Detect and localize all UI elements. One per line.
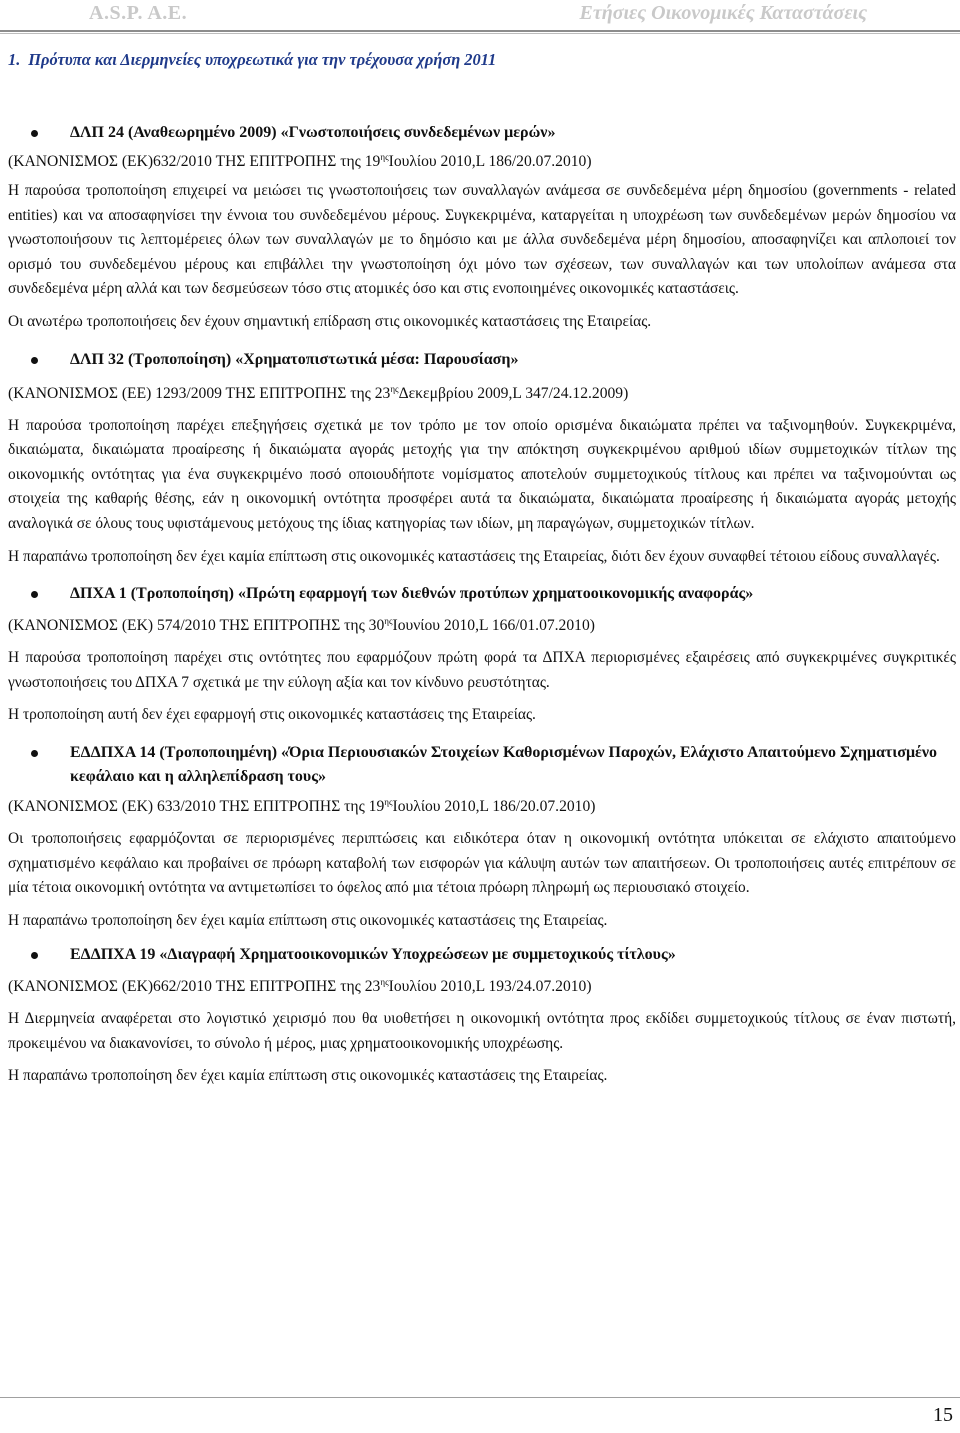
footer-rule bbox=[0, 1397, 960, 1398]
bullet-icon bbox=[31, 591, 38, 598]
standard-item bbox=[8, 121, 956, 335]
paragraph: Η παρούσα τροποποίηση παρέχει επεξηγήσεις σχετικά με τον τρόπο με τον οποίο ορισμένα δικαιώματα πρέπει να ταξινομηθούν. Συγκεκριμένα, δικαιώματα, δικαιώματα προαίρεσης ή δικαιώματα αγοράς μετοχής για την απόκτηση συγκεκριμένου αριθμού ιδίων συμμετοχικών τίτλων της οικονομικής οντότητας για ένα συγκεκριμένο ποσό οποιουδήποτε νομίσματος αποτελούν συμμετοχικούς τίτλους και πρέπει να ταξινομούνται ως στοιχεία της καθαρής θέσης, εάν η οικονομική οντότητα προσφέρει αυτά τα δικαιώματα, δικαιώματα προαίρεσης ή δικαιώματα αγοράς μετοχής αναλογικά σε όλους τους υφιστάμενους μετόχους της ίδιας κατηγορίας των ιδίων, μη παραγώγων, συμμετοχικών τίτλων. bbox=[8, 416, 956, 532]
paragraph: Η παραπάνω τροποποίηση δεν έχει καμία επίπτωση στις οικονομικές καταστάσεις της Εταιρείας. bbox=[8, 1067, 608, 1085]
standard-item bbox=[8, 348, 956, 570]
paragraph: Η παραπάνω τροποποίηση δεν έχει καμία επίπτωση στις οικονομικές καταστάσεις της Εταιρείας, διότι δεν έχουν συναφθεί τέτοιου είδους συναλλαγές. bbox=[8, 547, 940, 565]
page-content bbox=[8, 44, 956, 1089]
section-title: Πρότυπα και Διερμηνείες υποχρεωτικά για την τρέχουσα χρήση 2011 bbox=[28, 50, 497, 69]
page-number: 15 bbox=[933, 1404, 953, 1426]
header-rule-thin bbox=[0, 33, 960, 34]
standard-title: ΕΔΔΠΧΑ 14 (Τροποποιημένη) «Όρια Περιουσιακών Στοιχείων Καθορισμένων Παροχών, Ελάχιστο Απαιτούμενο Σχηματισμένο κεφάλαιο και η αλληλεπίδραση τους» bbox=[8, 741, 956, 789]
standard-title: ΔΠΧΑ 1 (Τροποποίηση) «Πρώτη εφαρμογή των διεθνών προτύπων χρηματοοικονομικής αναφοράς» bbox=[8, 582, 956, 606]
paragraph: Η τροποποίηση αυτή δεν έχει εφαρμογή στις οικονομικές καταστάσεις της Εταιρείας. bbox=[8, 706, 536, 724]
standard-item bbox=[8, 943, 956, 1089]
standard-item bbox=[8, 582, 956, 728]
standard-title: ΔΛΠ 32 (Τροποποίηση) «Χρηματοπιστωτικά μέσα: Παρουσίαση» bbox=[8, 348, 956, 372]
paragraph: Η παρούσα τροποποίηση παρέχει στις οντότητες που εφαρμόζουν πρώτη φορά τα ΔΠΧΑ περιορισμένες εξαιρέσεις από συγκεκριμένες συγκριτικές γνωστοποιήσεις του ΔΠΧΑ 7 σχετικά με την εύλογη αξία και τον κίνδυνο ρευστότητας. bbox=[8, 649, 956, 691]
regulation-reference: (ΚΑΝΟΝΙΣΜΟΣ (ΕΚ) 633/2010 ΤΗΣ ΕΠΙΤΡΟΠΗΣ της $19^{\eta\varsigma}Io\upsilon\lambda ίo\upsilon$ 2010,L 186/20.07.2010) bbox=[8, 796, 596, 815]
regulation-reference: (ΚΑΝΟΝΙΣΜΟΣ (ΕΚ)662/2010 ΤΗΣ ΕΠΙΤΡΟΠΗΣ της $23^{\eta\varsigma}Io\upsilon\lambda ίo\upsilon$ 2010,L 193/24.07.2010) bbox=[8, 977, 592, 996]
page-header bbox=[0, 0, 960, 36]
paragraph: Η Διερμηνεία αναφέρεται στο λογιστικό χειρισμό που θα υιοθετήσει η οικονομική οντότητα προς εκδίδει συμμετοχικούς τίτλους σε έναν πιστωτή, προκειμένου να διακανονίσει, το σύνολο ή μέρος, μιας χρηματοοικονομικής υποχρέωσης. bbox=[8, 1010, 956, 1052]
company-name: A.S.P. A.E. bbox=[89, 2, 188, 24]
bullet-icon bbox=[31, 952, 38, 959]
paragraph: Η παρούσα τροποποίηση επιχειρεί να μειώσει τις γνωστοποιήσεις των συναλλαγών ανάμεσα σε συνδεδεμένα μέρη δημοσίου (governments - related entities) και να αποσαφηνίσει την έννοια του συνδεδεμένου μέρους. Συγκεκριμένα, καταργείται η υποχρέωση των συνδεδεμένων μερών δημοσίου να γνωστοποιήσουν τις λεπτομέρειες όλων των συναλλαγών με το δημόσιο και με άλλα συνδεδεμένα μέρη δημοσίου, αποσαφηνίζει και απλοποιεί τον ορισμό του συνδεδεμένου μέρους και επιβάλλει την γνωστοποίηση όχι μόνο των σχέσεων, των συναλλαγών και των υπολοίπων ανάμεσα στα συνδεδεμένα μέρη αλλά και των δεσμεύσεων τόσο στις ατομικές όσο και στις ενοποιημένες οικονομικές καταστάσεις. bbox=[8, 182, 956, 298]
paragraph: Οι τροποποιήσεις εφαρμόζονται σε περιορισμένες περιπτώσεις και ειδικότερα όταν η οικονομική οντότητα υπόκειται σε ελάχιστο απαιτούμενο σχηματισμένο κεφάλαιο και προβαίνει σε πρόωρη καταβολή των εισφορών για κάλυψη αυτών των απαιτήσεων. Οι τροποποιήσεις αυτές επιτρέπουν σε μία τέτοια οικονομική οντότητα να αντιμετωπίσει το όφελος από μια τέτοια πρόωρη πληρωμή ως περιουσιακό στοιχείο. bbox=[8, 829, 956, 897]
bullet-icon bbox=[31, 357, 38, 364]
document-title: Ετήσιες Οικονομικές Καταστάσεις bbox=[579, 2, 867, 24]
section-number: 1. bbox=[8, 50, 21, 69]
header-rule bbox=[0, 30, 960, 32]
standard-item bbox=[8, 741, 956, 933]
regulation-reference: (ΚΑΝΟΝΙΣΜΟΣ (ΕΚ) 574/2010 ΤΗΣ ΕΠΙΤΡΟΠΗΣ της $30^{\eta\varsigma}Io\upsilon\nu ίo\upsilon$ 2010,L 166/01.07.2010) bbox=[8, 615, 595, 635]
paragraph: Η παραπάνω τροποποίηση δεν έχει καμία επίπτωση στις οικονομικές καταστάσεις της Εταιρείας. bbox=[8, 911, 608, 929]
regulation-reference: (ΚΑΝΟΝΙΣΜΟΣ (ΕΚ)632/2010 ΤΗΣ ΕΠΙΤΡΟΠΗΣ της $19^{\eta\varsigma}Io\upsilon\lambda ίo\upsilon$ 2010,L 186/20.07.2010) bbox=[8, 151, 592, 170]
bullet-icon bbox=[31, 750, 38, 757]
standard-title: ΕΔΔΠΧΑ 19 «Διαγραφή Χρηματοοικονομικών Υποχρεώσεων με συμμετοχικούς τίτλους» bbox=[8, 943, 956, 967]
regulation-reference: (ΚΑΝΟΝΙΣΜΟΣ (ΕΕ) 1293/2009 ΤΗΣ ΕΠΙΤΡΟΠΗΣ της $23^{\eta\varsigma}\Delta\varepsilon\kappa\varepsilon\mu\beta\rho ίo\upsilon$ 2009,L 347/24.12.2009) bbox=[8, 383, 629, 402]
section-heading bbox=[8, 50, 956, 70]
bullet-icon bbox=[31, 130, 38, 137]
paragraph: Οι ανωτέρω τροποποιήσεις δεν έχουν σημαντική επίδραση στις οικονομικές καταστάσεις της Εταιρείας. bbox=[8, 312, 652, 330]
standard-title: ΔΛΠ 24 (Αναθεωρημένο 2009) «Γνωστοποιήσεις συνδεδεμένων μερών» bbox=[8, 121, 956, 145]
